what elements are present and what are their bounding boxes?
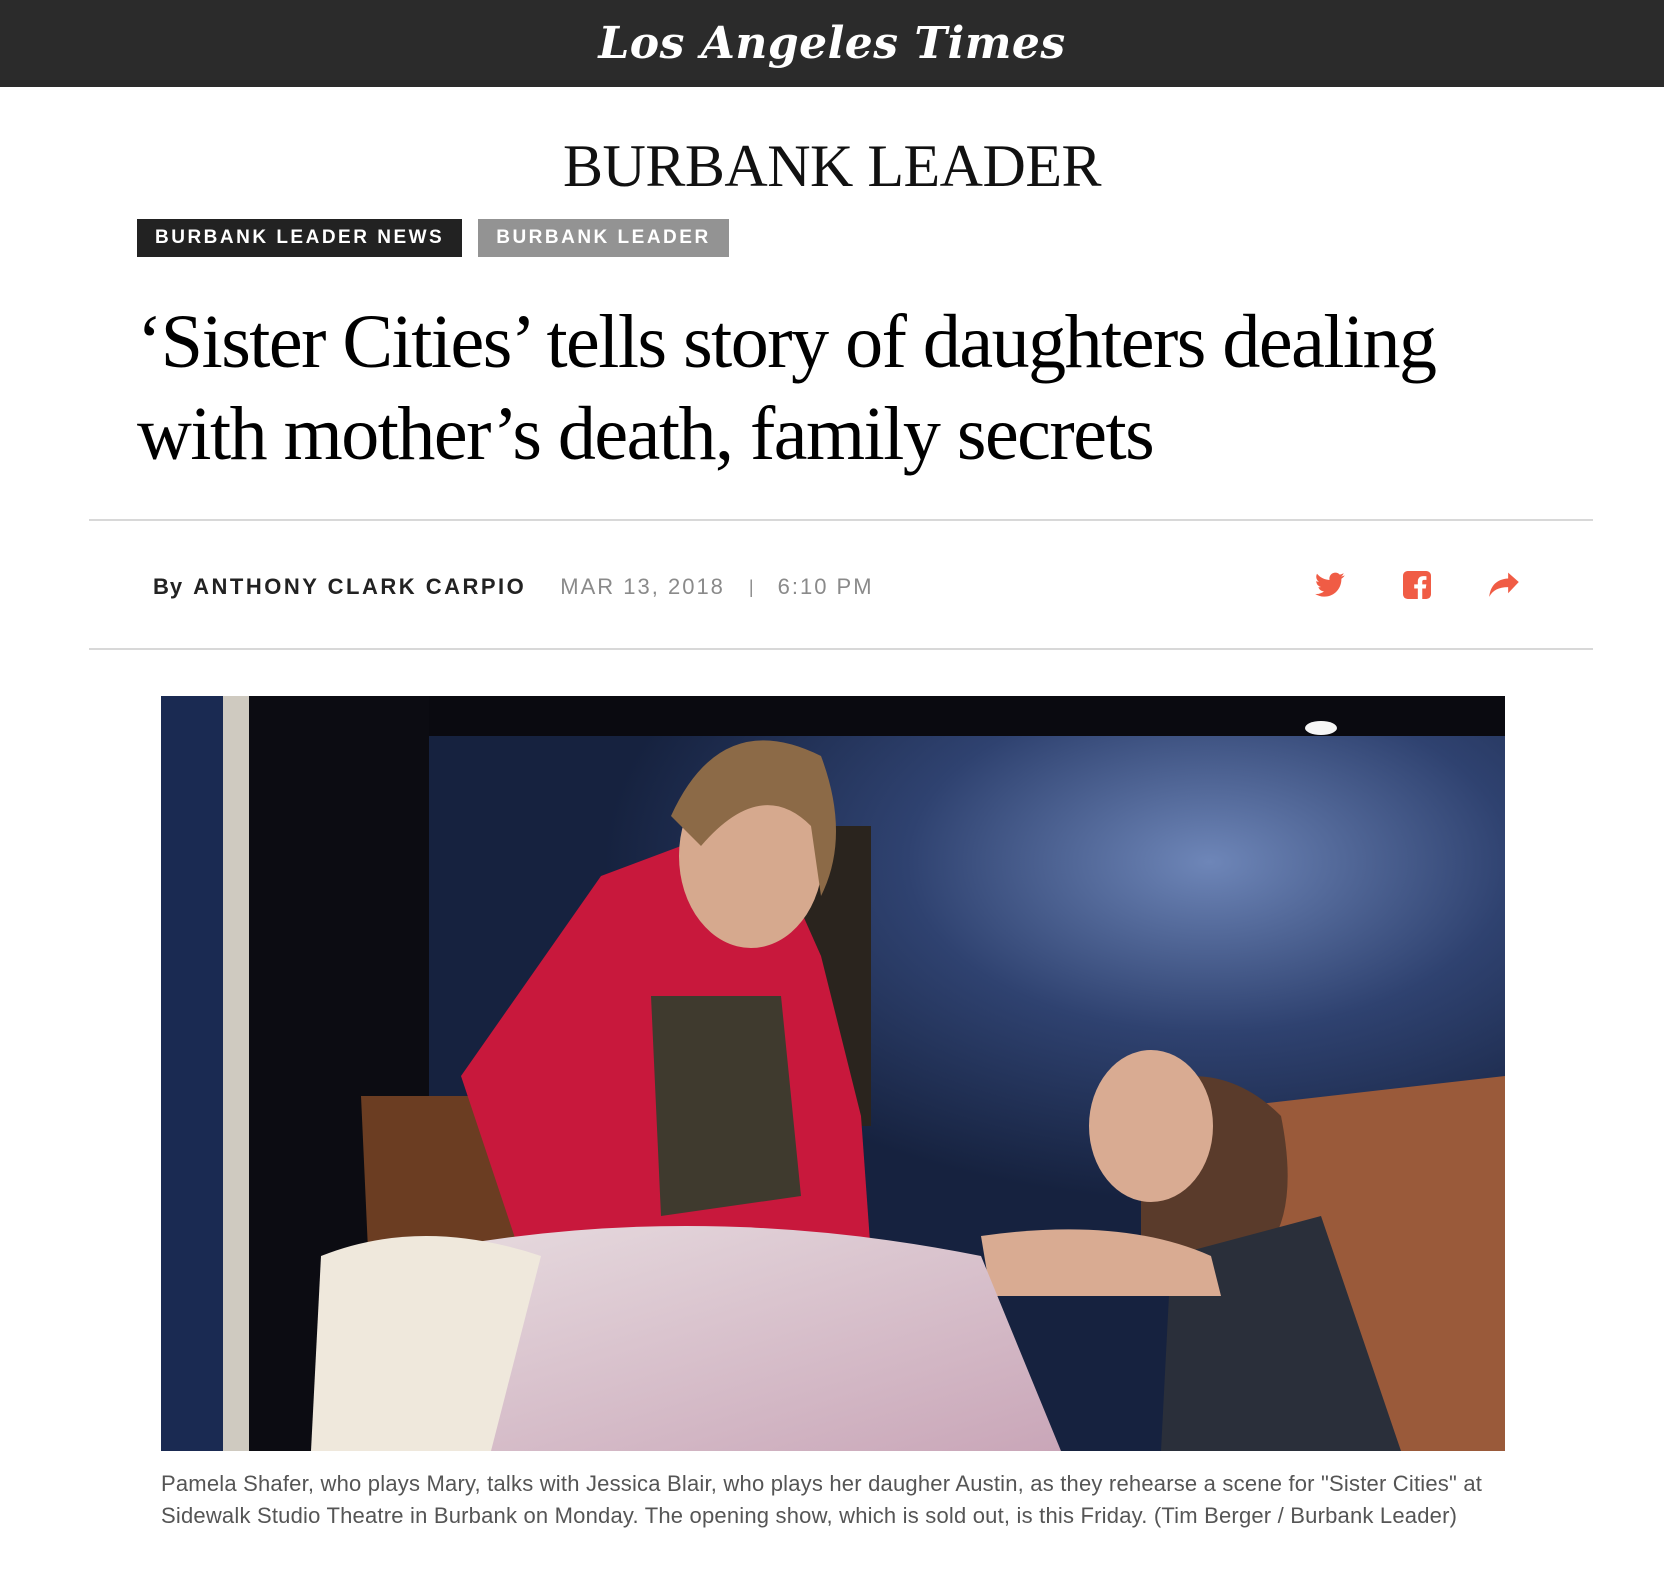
byline — [153, 572, 874, 602]
photo-credit: (Tim Berger / Burbank Leader) — [1153, 1503, 1458, 1528]
tag-burbank-leader-news[interactable]: BURBANK LEADER NEWS — [137, 219, 462, 257]
tag-list — [137, 219, 729, 257]
article-headline: ‘Sister Cities’ tells story of daughters dealing with mother’s death, family secrets — [137, 300, 1436, 476]
byline-prefix: By — [153, 574, 184, 599]
author-link[interactable]: ANTHONY CLARK CARPIO — [193, 574, 527, 599]
caption-text: Pamela Shafer, who plays Mary, talks with Jessica Blair, who plays her daugher Austin, as they rehearse a scene for "Sister Cities" at Sidewalk Studio Theatre in Burbank on Monday. The opening show, which is sold out, is this Friday. — [161, 1471, 1483, 1528]
divider — [89, 648, 1593, 650]
publish-time: 6:10 PM — [777, 574, 874, 599]
share-forward-icon[interactable] — [1487, 568, 1521, 602]
date-time-separator: | — [748, 576, 754, 597]
masthead-logo[interactable]: Los Angeles Times — [598, 17, 1066, 69]
photo-caption — [161, 1468, 1521, 1532]
section-title[interactable]: BURBANK LEADER — [562, 133, 1101, 199]
publish-date: MAR 13, 2018 — [560, 574, 725, 599]
divider — [89, 519, 1593, 521]
twitter-icon[interactable] — [1313, 568, 1347, 602]
article-photo — [161, 696, 1505, 1451]
tag-burbank-leader[interactable]: BURBANK LEADER — [478, 219, 728, 257]
top-bar — [0, 0, 1664, 87]
facebook-icon[interactable] — [1400, 568, 1434, 602]
